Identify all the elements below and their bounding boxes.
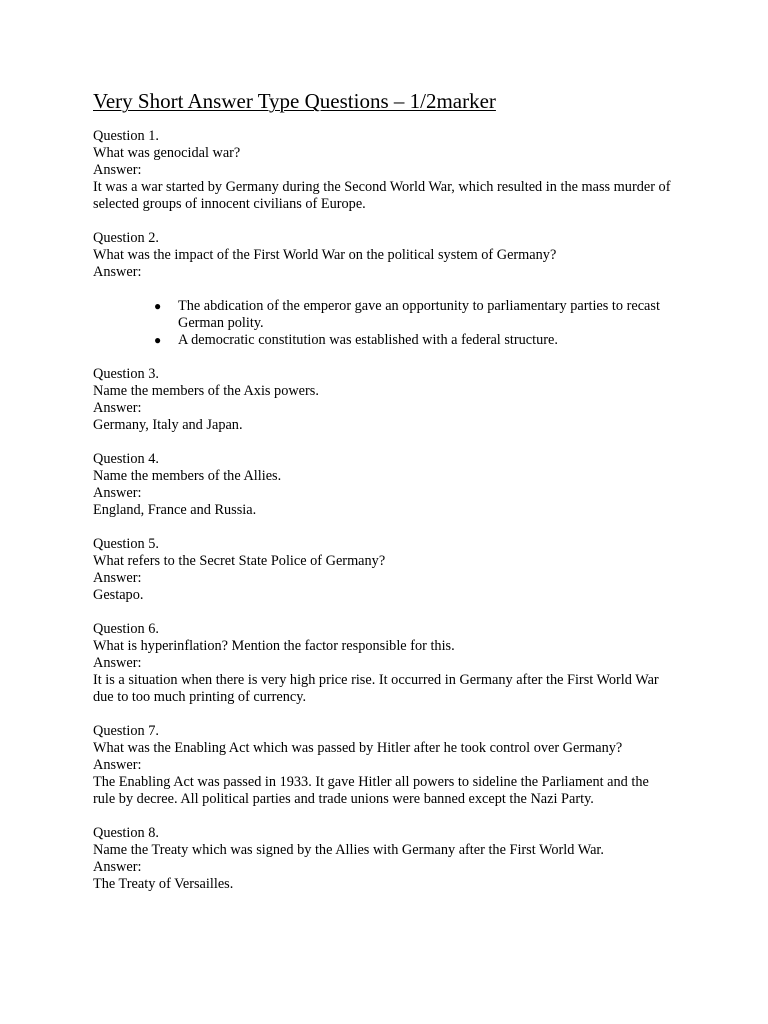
document-title: Very Short Answer Type Questions – 1/2marker bbox=[93, 89, 496, 113]
answer-text: It was a war started by Germany during the Second World War, which resulted in the mass murder of selected groups of innocent civilians of Europe. bbox=[93, 179, 671, 212]
question-text: Name the members of the Axis powers. bbox=[93, 383, 319, 399]
answer-label: Answer: bbox=[93, 859, 142, 875]
question-label: Question 5. bbox=[93, 536, 159, 552]
answer-label: Answer: bbox=[93, 757, 142, 773]
bullet-text: A democratic constitution was established with a federal structure. bbox=[178, 332, 558, 348]
question-block-2 bbox=[93, 230, 693, 349]
bullet-icon: ● bbox=[154, 299, 162, 313]
answer-bullet-item bbox=[154, 298, 668, 332]
answer-label: Answer: bbox=[93, 485, 142, 501]
bullet-icon: ● bbox=[154, 333, 162, 347]
question-block-3 bbox=[93, 366, 693, 434]
question-text: What was genocidal war? bbox=[93, 145, 241, 161]
question-text: Name the Treaty which was signed by the Allies with Germany after the First World War. bbox=[93, 842, 604, 858]
question-label: Question 4. bbox=[93, 451, 159, 467]
question-text: What refers to the Secret State Police of Germany? bbox=[93, 553, 386, 569]
question-block-4 bbox=[93, 451, 693, 519]
document-page bbox=[93, 88, 693, 893]
answer-label: Answer: bbox=[93, 400, 142, 416]
question-label: Question 7. bbox=[93, 723, 159, 739]
answer-text: The Enabling Act was passed in 1933. It gave Hitler all powers to sideline the Parliament and the rule by decree. All political parties and trade unions were banned except the Nazi Party. bbox=[93, 774, 649, 807]
question-block-5 bbox=[93, 536, 693, 604]
question-text: Name the members of the Allies. bbox=[93, 468, 282, 484]
question-text: What is hyperinflation? Mention the factor responsible for this. bbox=[93, 638, 455, 654]
bullet-text: The abdication of the emperor gave an opportunity to parliamentary parties to recast German polity. bbox=[178, 298, 660, 331]
answer-bullet-list bbox=[93, 298, 693, 349]
question-label: Question 6. bbox=[93, 621, 159, 637]
question-block-7 bbox=[93, 723, 693, 808]
answer-text: It is a situation when there is very high price rise. It occurred in Germany after the First World War due to too much printing of currency. bbox=[93, 672, 659, 705]
question-block-1 bbox=[93, 128, 693, 213]
answer-text: The Treaty of Versailles. bbox=[93, 876, 234, 892]
answer-label: Answer: bbox=[93, 570, 142, 586]
question-block-6 bbox=[93, 621, 693, 706]
answer-bullet-item bbox=[154, 332, 668, 349]
question-label: Question 8. bbox=[93, 825, 159, 841]
question-text: What was the Enabling Act which was passed by Hitler after he took control over Germany? bbox=[93, 740, 623, 756]
question-label: Question 3. bbox=[93, 366, 159, 382]
question-block-8 bbox=[93, 825, 693, 893]
question-label: Question 2. bbox=[93, 230, 159, 246]
answer-label: Answer: bbox=[93, 162, 142, 178]
answer-text: Germany, Italy and Japan. bbox=[93, 417, 243, 433]
answer-text: England, France and Russia. bbox=[93, 502, 257, 518]
answer-label: Answer: bbox=[93, 655, 142, 671]
question-label: Question 1. bbox=[93, 128, 159, 144]
question-text: What was the impact of the First World War on the political system of Germany? bbox=[93, 247, 557, 263]
answer-text: Gestapo. bbox=[93, 587, 144, 603]
answer-label: Answer: bbox=[93, 264, 142, 280]
